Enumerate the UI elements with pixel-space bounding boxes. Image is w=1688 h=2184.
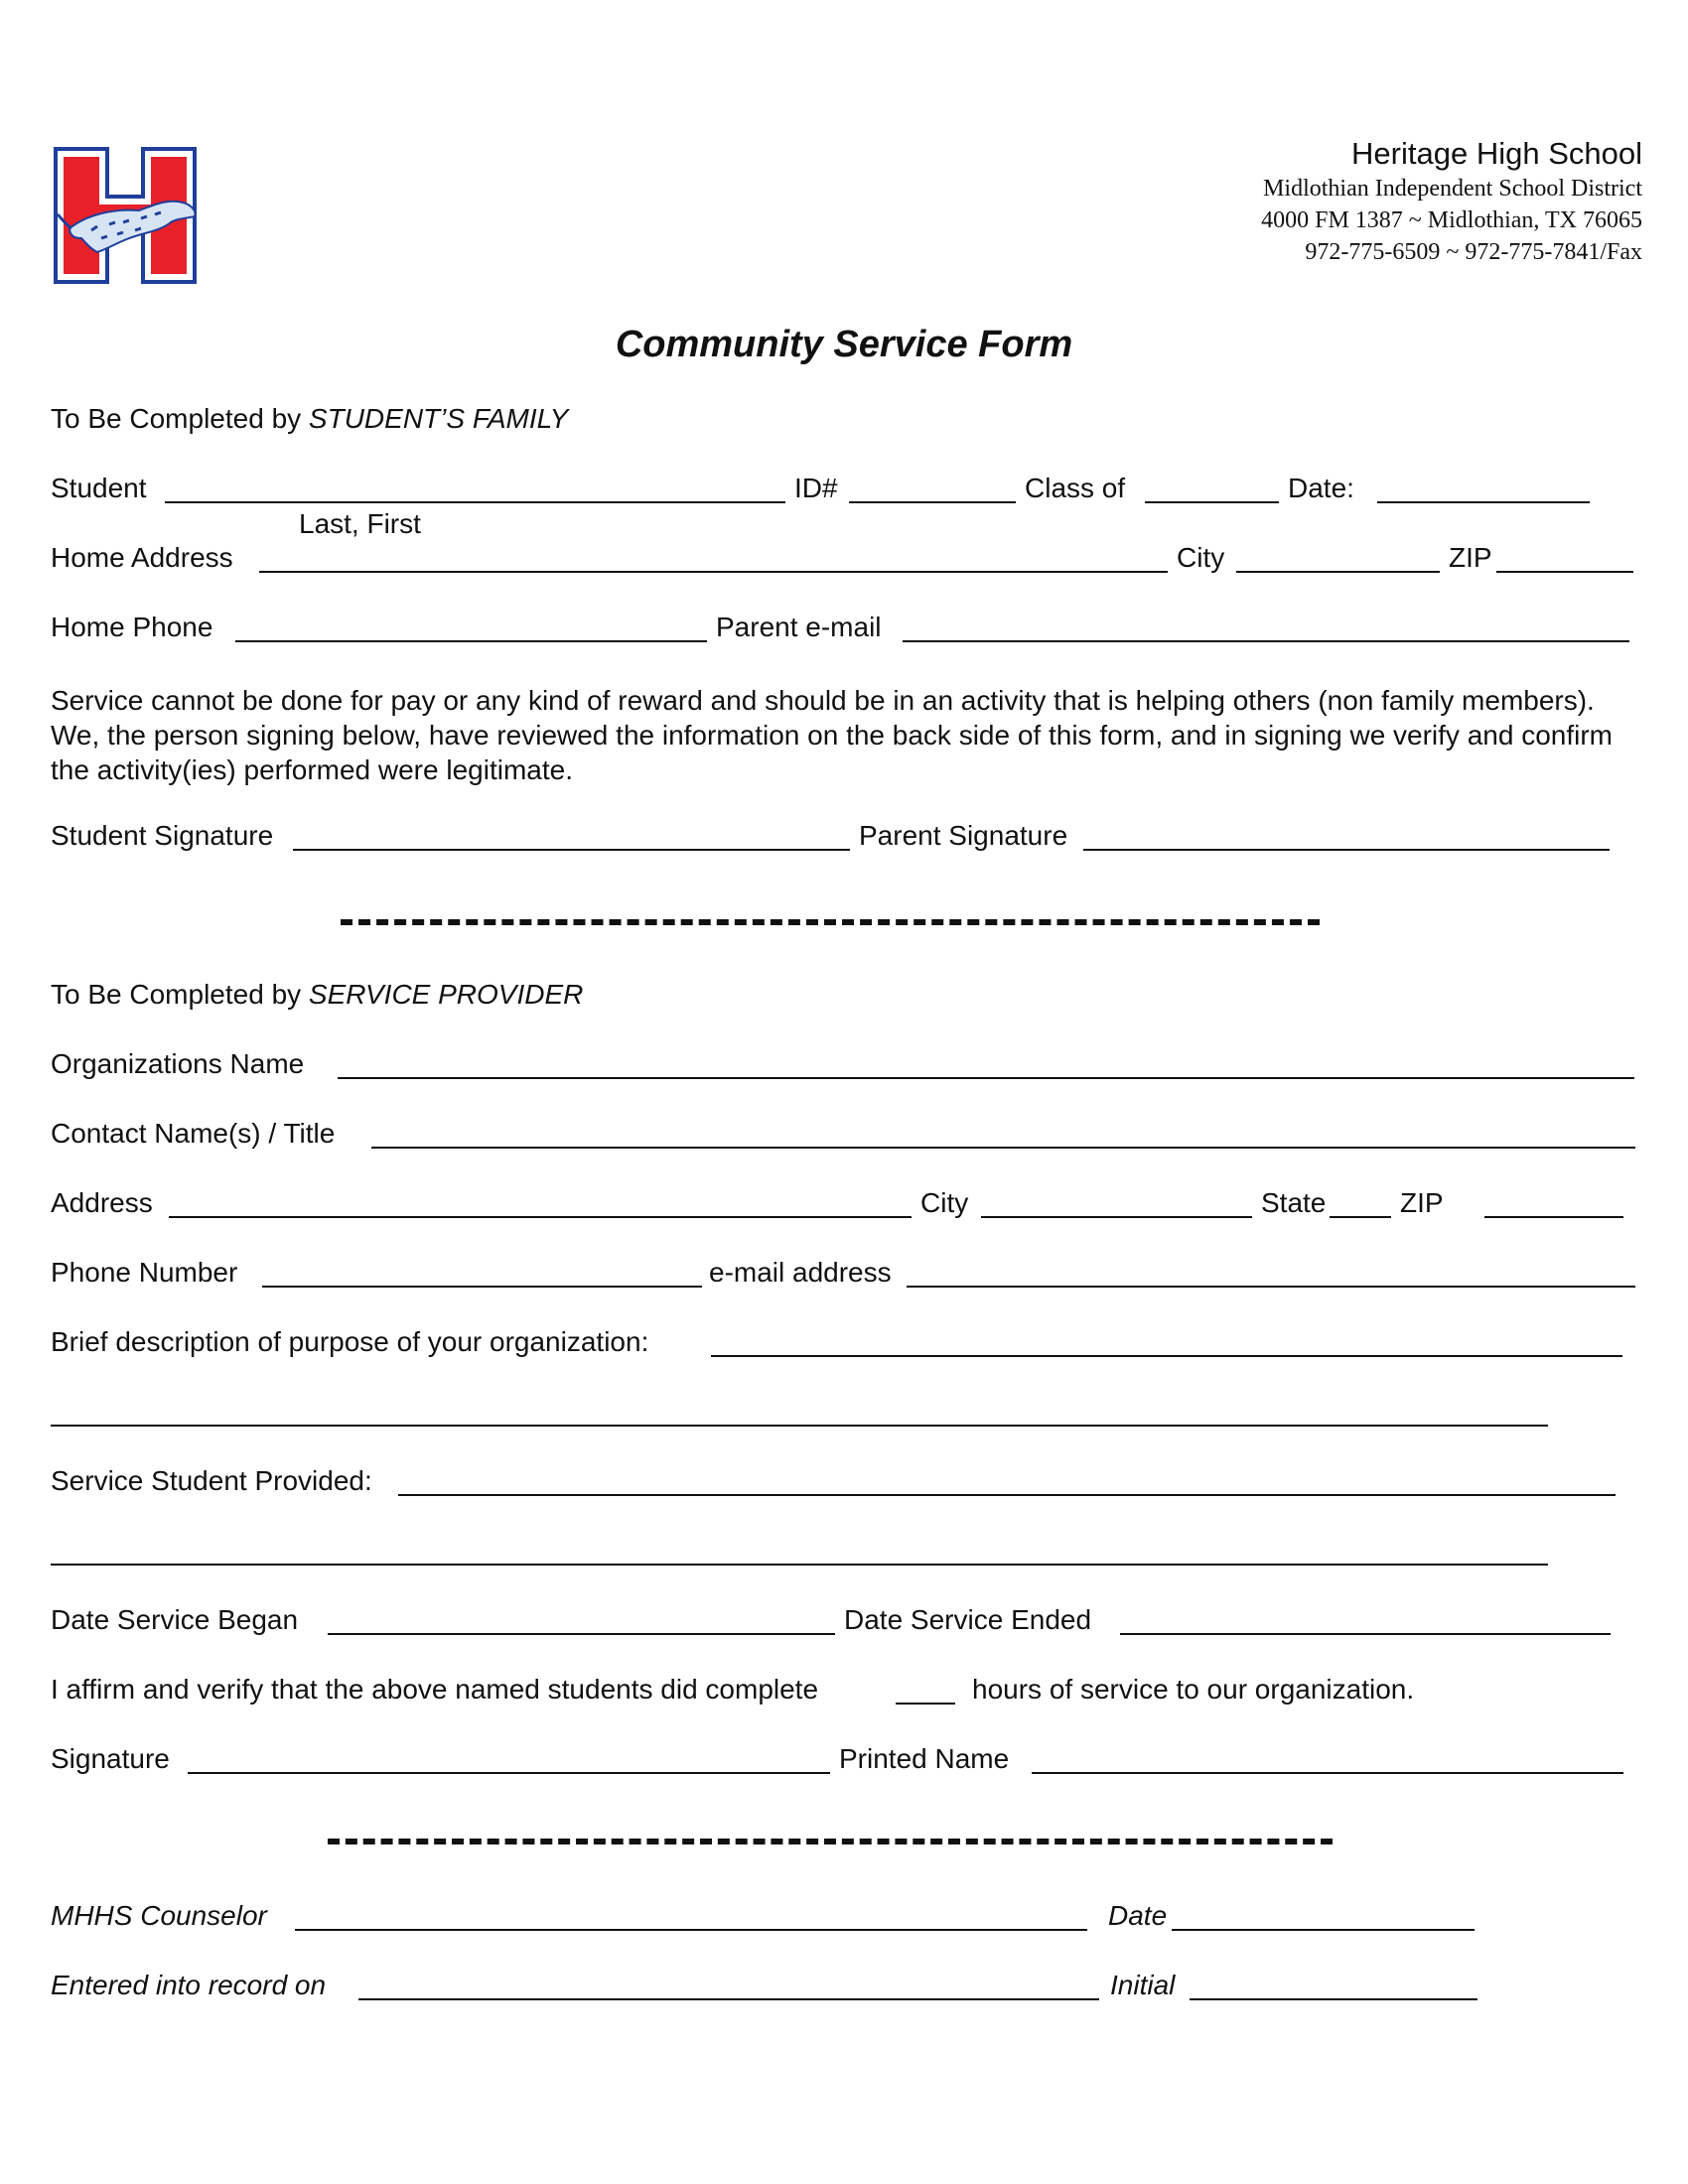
school-logo: [52, 145, 199, 286]
service-provided-label: Service Student Provided:: [51, 1465, 372, 1496]
city-field[interactable]: [1236, 571, 1440, 573]
service-provided-continuation-row: [51, 1533, 1639, 1569]
city-label: City: [1177, 542, 1225, 573]
entered-label: Entered into record on: [51, 1970, 327, 2000]
state-label: State: [1261, 1187, 1327, 1218]
student-row: [51, 471, 1639, 506]
organization-name-field[interactable]: [338, 1077, 1634, 1079]
zip-label: ZIP: [1449, 542, 1492, 573]
contact-field[interactable]: [371, 1147, 1635, 1149]
student-name-field[interactable]: [165, 501, 785, 503]
parent-email-label: Parent e-mail: [716, 612, 882, 642]
class-of-label: Class of: [1025, 473, 1126, 503]
heading-prefix: To Be Completed by: [51, 979, 309, 1010]
provider-section-heading: [51, 977, 1639, 1013]
affirmation-prefix: I affirm and verify that the above named students did complete: [51, 1674, 819, 1705]
purpose-label: Brief description of purpose of your organization:: [51, 1326, 649, 1357]
organization-name-label: Organizations Name: [51, 1048, 305, 1079]
parent-email-field[interactable]: [903, 640, 1629, 642]
family-section-heading: [51, 401, 1639, 437]
purpose-field-line-2[interactable]: [51, 1425, 1548, 1427]
signature-field[interactable]: [188, 1772, 830, 1774]
city-label: City: [920, 1187, 969, 1218]
purpose-field[interactable]: [711, 1355, 1622, 1357]
date-began-label: Date Service Began: [51, 1604, 299, 1635]
organization-name-row: [51, 1046, 1639, 1082]
id-field[interactable]: [849, 501, 1016, 503]
home-address-label: Home Address: [51, 542, 233, 573]
family-signature-row: [51, 818, 1639, 854]
service-notice: Service cannot be done for pay or any kind of reward and should be in an activity that is helping others (non family members). We, the person signing below, have reviewed the information on the back side of this form, and in signing we verify and confirm the activity(ies) performed were legitimate.: [51, 685, 1614, 785]
office-date-field[interactable]: [1172, 1929, 1475, 1931]
section-divider: [341, 919, 1320, 925]
school-name: Heritage High School: [1351, 136, 1642, 171]
service-dates-row: [51, 1602, 1639, 1638]
state-field[interactable]: [1330, 1216, 1391, 1218]
service-provided-row: [51, 1463, 1639, 1499]
home-address-row: [51, 540, 1639, 576]
address-label: Address: [51, 1187, 153, 1218]
heading-emphasis: SERVICE PROVIDER: [308, 979, 584, 1010]
phone-field[interactable]: [262, 1286, 702, 1288]
date-began-field[interactable]: [328, 1633, 835, 1635]
initial-label: Initial: [1110, 1970, 1176, 2000]
service-provided-field[interactable]: [398, 1494, 1616, 1496]
contact-label: Contact Name(s) / Title: [51, 1118, 336, 1149]
email-label: e-mail address: [709, 1257, 892, 1288]
service-provided-field-line-2[interactable]: [51, 1564, 1548, 1566]
counselor-field[interactable]: [295, 1929, 1087, 1931]
date-label: Date:: [1288, 473, 1354, 503]
parent-signature-field[interactable]: [1083, 849, 1610, 851]
printed-name-label: Printed Name: [839, 1743, 1010, 1774]
provider-signature-row: [51, 1741, 1639, 1777]
date-ended-field[interactable]: [1120, 1633, 1611, 1635]
student-signature-label: Student Signature: [51, 820, 274, 851]
city-field[interactable]: [981, 1216, 1252, 1218]
email-field[interactable]: [907, 1286, 1635, 1288]
phone-label: Phone Number: [51, 1257, 238, 1288]
counselor-label: MHHS Counselor: [51, 1900, 267, 1931]
office-date-label: Date: [1108, 1900, 1168, 1931]
zip-field[interactable]: [1484, 1216, 1623, 1218]
address-field[interactable]: [169, 1216, 912, 1218]
record-entry-row: [51, 1968, 1639, 2003]
purpose-continuation-row: [51, 1394, 1639, 1430]
zip-label: ZIP: [1400, 1187, 1444, 1218]
name-hint: Last, First: [299, 508, 421, 539]
hours-field[interactable]: [896, 1703, 955, 1705]
initial-field[interactable]: [1190, 1998, 1477, 2000]
school-district: Midlothian Independent School District: [1263, 176, 1642, 202]
student-label: Student: [51, 473, 147, 503]
provider-address-row: [51, 1185, 1639, 1221]
affirmation-row: [51, 1672, 1639, 1707]
home-phone-field[interactable]: [235, 640, 707, 642]
section-divider: [328, 1839, 1333, 1844]
school-address: 4000 FM 1387 ~ Midlothian, TX 76065: [1261, 207, 1642, 233]
zip-field[interactable]: [1496, 571, 1633, 573]
contact-row: [51, 1116, 1639, 1152]
student-signature-field[interactable]: [293, 849, 850, 851]
class-of-field[interactable]: [1145, 501, 1279, 503]
home-phone-label: Home Phone: [51, 612, 213, 642]
date-field[interactable]: [1377, 501, 1590, 503]
home-address-field[interactable]: [259, 571, 1168, 573]
signature-label: Signature: [51, 1743, 170, 1774]
entered-field[interactable]: [358, 1998, 1099, 2000]
printed-name-field[interactable]: [1032, 1772, 1623, 1774]
parent-signature-label: Parent Signature: [859, 820, 1068, 851]
date-ended-label: Date Service Ended: [844, 1604, 1092, 1635]
form-title: Community Service Form: [615, 324, 1073, 365]
id-label: ID#: [794, 473, 838, 503]
school-info: [1261, 135, 1642, 268]
school-phones: 972-775-6509 ~ 972-775-7841/Fax: [1305, 239, 1642, 265]
heading-emphasis: STUDENT’S FAMILY: [308, 403, 569, 434]
purpose-row: [51, 1324, 1639, 1360]
provider-phone-row: [51, 1255, 1639, 1291]
counselor-row: [51, 1898, 1639, 1934]
heading-prefix: To Be Completed by: [51, 403, 309, 434]
home-phone-row: [51, 610, 1639, 645]
affirmation-suffix: hours of service to our organization.: [972, 1674, 1415, 1705]
